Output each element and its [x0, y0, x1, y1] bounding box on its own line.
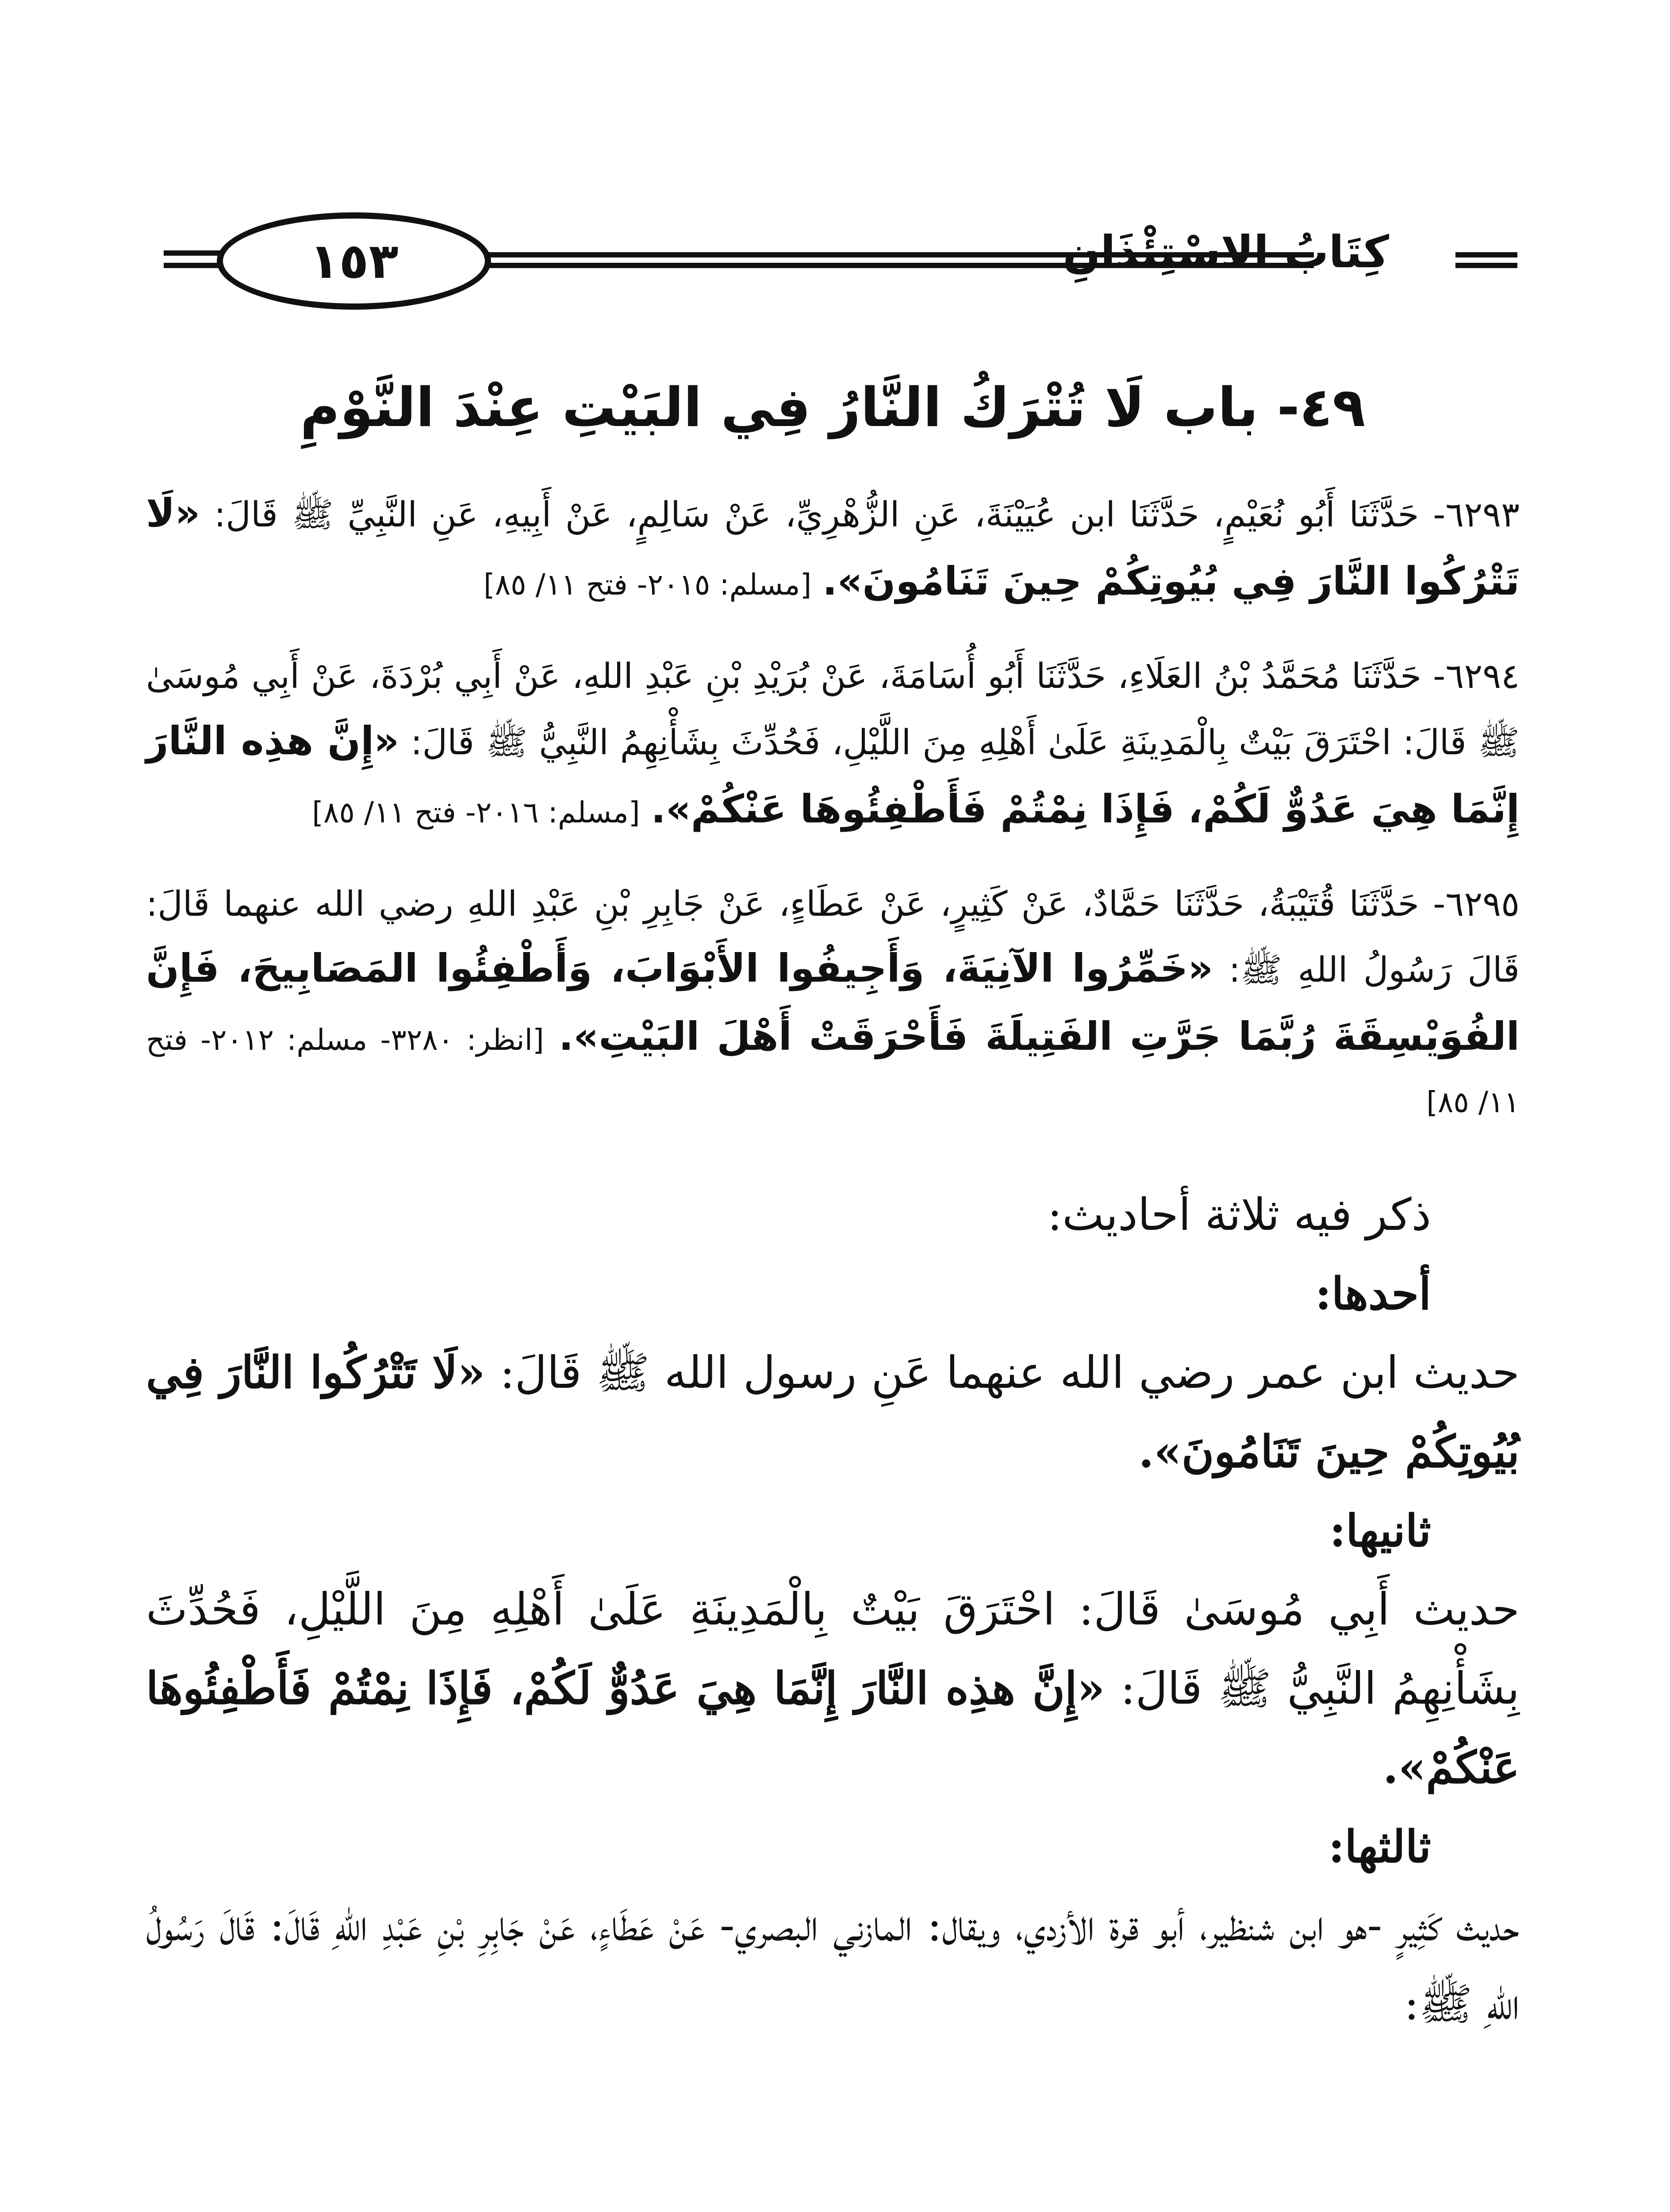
hadith-quote: «خَمِّرُوا الآنِيَةَ، وَأَجِيفُوا الأَبْوَابَ، وَأَطْفِئُوا المَصَابِيحَ، فَإِنَّ الفُوَيْسِقَةَ رُبَّمَا جَرَّتِ الفَتِيلَةَ فَأَحْرَقَتْ أَهْلَ البَيْتِ». [146, 945, 1520, 1059]
hadith-6293 [146, 479, 1520, 615]
hadith-text: حَدَّثَنَا أَبُو نُعَيْمٍ، حَدَّثَنَا ابن عُيَيْنَةَ، عَنِ الزُّهْرِيِّ، عَنْ سَالِمٍ، عَنْ أَبِيهِ، عَنِ النَّبِيِّ ﷺ قَالَ: [214, 495, 1419, 535]
header-rule-left-outer [164, 250, 226, 256]
page-content [146, 367, 1520, 2043]
section-label-first: أحدها: [1315, 1267, 1431, 1320]
chapter-title: ٤٩- باب لَا تُتْرَكُ النَّارُ فِي البَيْتِ عِنْدَ النَّوْمِ [300, 376, 1366, 439]
hadith-6294 [146, 646, 1520, 843]
section-label-second: ثانيها: [1329, 1504, 1431, 1557]
commentary-intro: ذكر فيه ثلاثة أحاديث: [1047, 1188, 1431, 1240]
hadith-number: ٦٢٩٥- [1433, 884, 1520, 924]
header-rule-right [1455, 252, 1517, 257]
page-number-oval [217, 212, 491, 310]
hadith-text: حَدَّثَنَا قُتَيْبَةُ، حَدَّثَنَا حَمَّادٌ، عَنْ كَثِيرٍ، عَنْ عَطَاءٍ، عَنْ جَابِرِ بْنِ عَبْدِ اللهِ رضي الله عنهما قَالَ: قَالَ رَسُولُ اللهِ ﷺ: [146, 884, 1520, 990]
section-text-third [146, 1886, 1520, 2043]
hadith-quote: «لَا تَتْرُكُوا النَّارَ فِي بُيُوتِكُمْ حِينَ تَنَامُونَ». [146, 490, 1520, 604]
page-header [164, 208, 1517, 323]
section-text: حديث ابن عمر رضي الله عنهما عَنِ رسول الله ﷺ قَالَ: [499, 1346, 1520, 1398]
hadith-reference: [انظر: ٣٢٨٠- مسلم: ٢٠١٢- فتح ١١/ ٨٥] [146, 1023, 1520, 1119]
section-quote: «لَا تَتْرُكُوا النَّارَ فِي بُيُوتِكُمْ حِينَ تَنَامُونَ». [146, 1346, 1520, 1478]
hadith-text: حَدَّثَنَا مُحَمَّدُ بْنُ العَلَاءِ، حَدَّثَنَا أَبُو أُسَامَةَ، عَنْ بُرَيْدِ بْنِ عَبْدِ اللهِ، عَنْ أَبِي بُرْدَةَ، عَنْ أَبِي مُوسَىٰ ﷺ قَالَ: احْتَرَقَ بَيْتٌ بِالْمَدِينَةِ عَلَىٰ أَهْلِهِ مِنَ اللَّيْلِ، فَحُدِّثَ بِشَأْنِهِمُ النَّبِيُّ ﷺ قَالَ: [146, 657, 1520, 763]
running-title: كِتَابُ الاسْتِئْذَانِ [1063, 226, 1389, 278]
header-rule-right-2 [1455, 263, 1517, 268]
hadith-reference: [مسلم: ٢٠١٦- فتح ١١/ ٨٥] [312, 795, 640, 830]
hadith-number: ٦٢٩٣- [1433, 495, 1520, 535]
hadith-quote: «إِنَّ هذِه النَّارَ إِنَّمَا هِيَ عَدُوٌّ لَكُمْ، فَإِذَا نِمْتُمْ فَأَطْفِئُوهَا عَنْكُمْ». [146, 718, 1520, 832]
hadith-6295 [146, 874, 1520, 1131]
section-text: حديث كَثِيرٍ -هو ابن شنظير، أبو قرة الأزدي، ويقال: المازني البصري- عَنْ عَطَاءٍ، عَنْ جَابِرِ بْنِ عَبْدِ اللهِ قَالَ: قَالَ رَسُولُ اللهِ ﷺ: [146, 1899, 1520, 2030]
hadith-number: ٦٢٩٤- [1433, 657, 1520, 696]
section-quote: «إِنَّ هذِه النَّارَ إِنَّمَا هِيَ عَدُوٌّ لَكُمْ، فَإِذَا نِمْتُمْ فَأَطْفِئُوهَا عَنْكُمْ». [146, 1662, 1520, 1793]
hadith-reference: [مسلم: ٢٠١٥- فتح ١١/ ٨٥] [483, 568, 812, 602]
section-label-third: ثالثها: [1328, 1820, 1431, 1873]
header-rule-left-outer-2 [164, 263, 226, 268]
section-text-first [146, 1333, 1520, 1491]
section-text-second [146, 1570, 1520, 1807]
section-text: حديث أَبِي مُوسَىٰ قَالَ: احْتَرَقَ بَيْتٌ بِالْمَدِينَةِ عَلَىٰ أَهْلِهِ مِنَ اللَّيْلِ، فَحُدِّثَ بِشَأْنِهِمُ النَّبِيُّ ﷺ قَالَ: [146, 1583, 1520, 1714]
page-number: ١٥٣ [309, 233, 399, 289]
